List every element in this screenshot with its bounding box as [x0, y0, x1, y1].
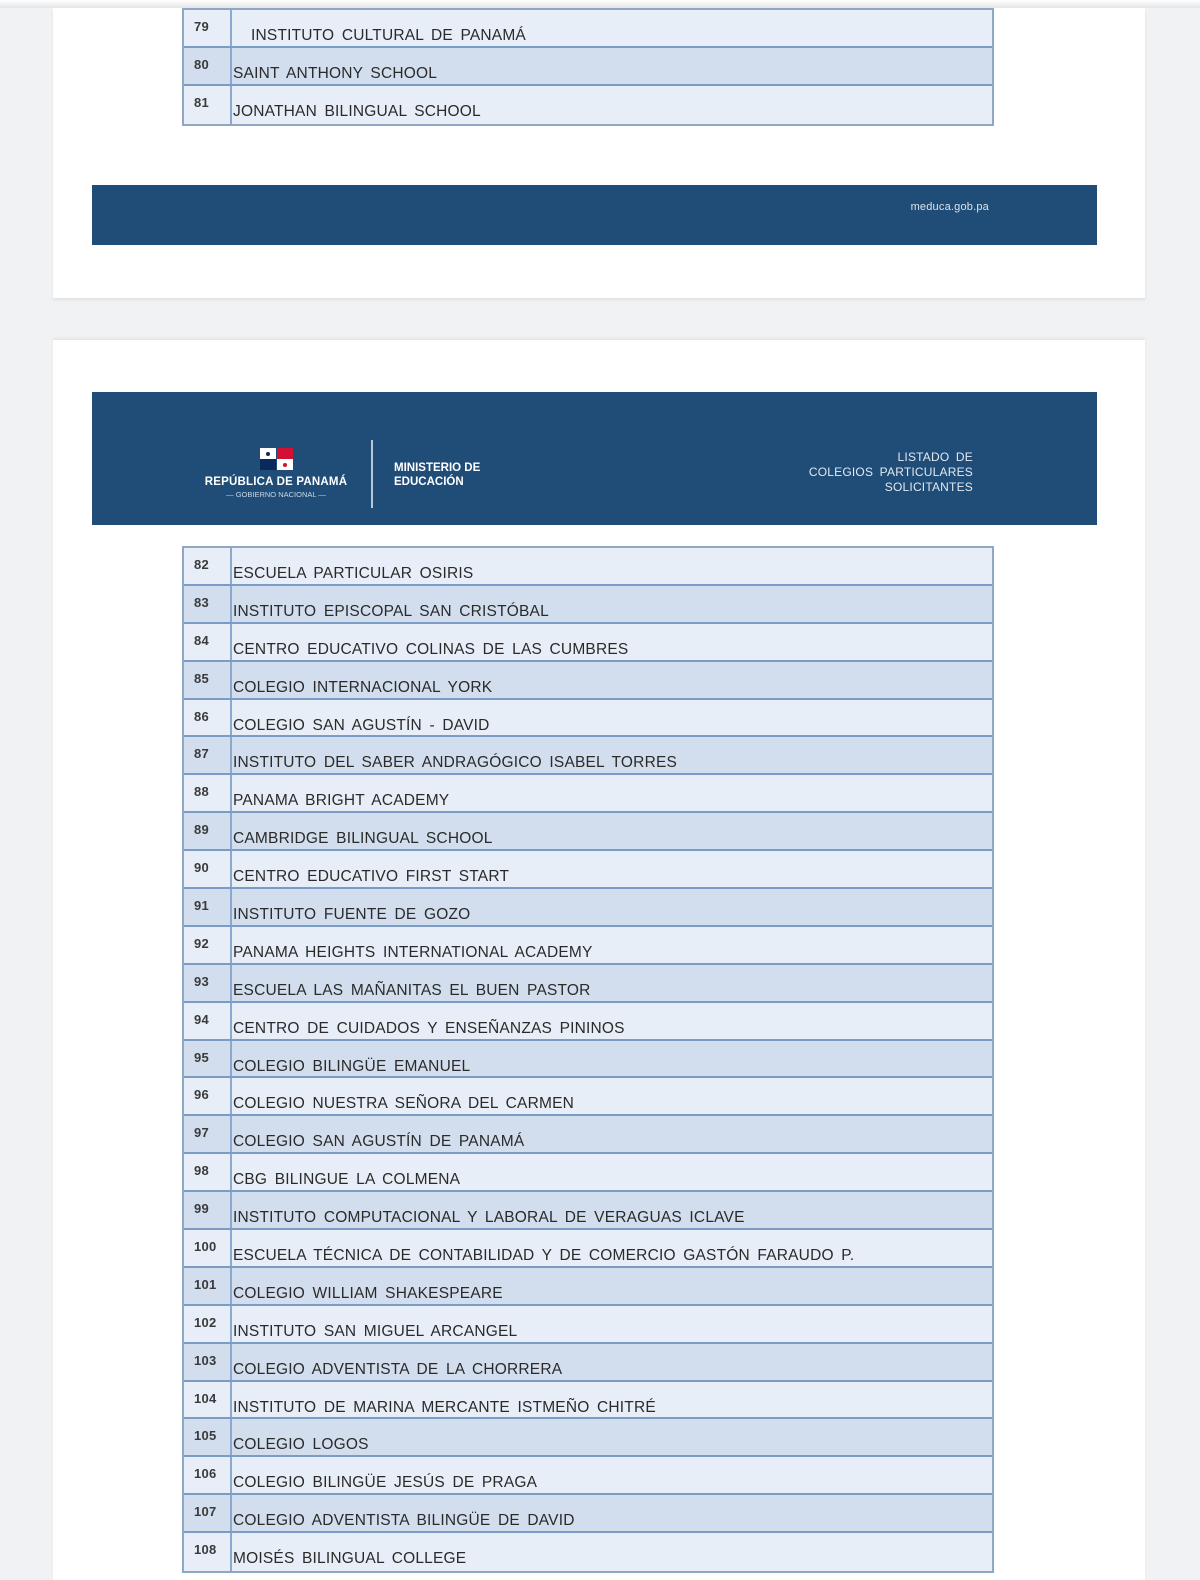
- school-name: COLEGIO NUESTRA SEÑORA DEL CARMEN: [233, 1095, 575, 1113]
- school-name: COLEGIO BILINGÜE EMANUEL: [233, 1057, 471, 1075]
- table-row: [184, 1154, 992, 1192]
- table-row: [184, 624, 992, 662]
- row-number: 82: [184, 548, 232, 584]
- schools-table-page-2: [182, 546, 994, 1573]
- school-name: COLEGIO BILINGÜE JESÚS DE PRAGA: [233, 1474, 538, 1492]
- school-name: ESCUELA LAS MAÑANITAS EL BUEN PASTOR: [233, 981, 591, 999]
- school-name: INSTITUTO DE MARINA MERCANTE ISTMEÑO CHITRÉ: [233, 1398, 656, 1416]
- header-divider: [371, 440, 373, 508]
- row-number: 79: [184, 10, 232, 46]
- table-row: [184, 1457, 992, 1495]
- school-name: JONATHAN BILINGUAL SCHOOL: [233, 102, 481, 120]
- table-row: [184, 965, 992, 1003]
- row-number: 90: [184, 851, 232, 887]
- row-number: 102: [184, 1306, 232, 1342]
- table-row: [184, 700, 992, 738]
- school-name: INSTITUTO FUENTE DE GOZO: [233, 906, 471, 924]
- row-number: 87: [184, 737, 232, 773]
- row-number: 105: [184, 1419, 232, 1455]
- row-number: 81: [184, 86, 232, 124]
- school-name: CBG BILINGUE LA COLMENA: [233, 1171, 461, 1189]
- table-row: [184, 1268, 992, 1306]
- row-number: 91: [184, 889, 232, 925]
- table-row: [184, 1041, 992, 1079]
- table-row: [184, 813, 992, 851]
- school-name: PANAMA BRIGHT ACADEMY: [233, 792, 450, 810]
- school-name: CENTRO DE CUIDADOS Y ENSEÑANZAS PININOS: [233, 1019, 625, 1037]
- table-row: [184, 737, 992, 775]
- schools-table-page-1: [182, 8, 994, 126]
- school-name: SAINT ANTHONY SCHOOL: [233, 64, 438, 82]
- title-line-3: SOLICITANTES: [884, 480, 973, 494]
- republica-label: REPÚBLICA DE PANAMÁ: [204, 476, 348, 488]
- gobierno-label: — GOBIERNO NACIONAL —: [226, 490, 326, 499]
- school-name: INSTITUTO DEL SABER ANDRAGÓGICO ISABEL TORRES: [233, 754, 678, 772]
- title-line-1: LISTADO DE: [897, 450, 973, 464]
- page-footer-bar: [92, 185, 1097, 245]
- row-number: 86: [184, 700, 232, 736]
- row-number: 88: [184, 775, 232, 811]
- school-name: INSTITUTO SAN MIGUEL ARCANGEL: [233, 1322, 518, 1340]
- school-name: COLEGIO ADVENTISTA BILINGÜE DE DAVID: [233, 1512, 575, 1530]
- school-name: CENTRO EDUCATIVO FIRST START: [233, 868, 510, 886]
- footer-url: meduca.gob.pa: [910, 201, 989, 213]
- table-row: [184, 662, 992, 700]
- row-number: 99: [184, 1192, 232, 1228]
- school-name: ESCUELA TÉCNICA DE CONTABILIDAD Y DE COMERCIO GASTÓN FARAUDO P.: [233, 1247, 855, 1265]
- row-number: 84: [184, 624, 232, 660]
- school-name: COLEGIO SAN AGUSTÍN DE PANAMÁ: [233, 1133, 525, 1151]
- table-row: [184, 1419, 992, 1457]
- row-number: 92: [184, 927, 232, 963]
- government-logo: [196, 448, 356, 499]
- panama-flag-icon: [260, 448, 293, 470]
- school-name: COLEGIO INTERNACIONAL YORK: [233, 678, 493, 696]
- row-number: 83: [184, 586, 232, 622]
- row-number: 97: [184, 1116, 232, 1152]
- ministry-label: [394, 461, 480, 489]
- ministry-line-2: EDUCACIÓN: [394, 476, 464, 488]
- school-name: COLEGIO ADVENTISTA DE LA CHORRERA: [233, 1360, 563, 1378]
- table-row: [184, 548, 992, 586]
- table-row: [184, 1003, 992, 1041]
- school-name: COLEGIO LOGOS: [233, 1436, 369, 1454]
- document-page-1: [53, 8, 1145, 298]
- school-name: ESCUELA PARTICULAR OSIRIS: [233, 565, 474, 582]
- row-number: 93: [184, 965, 232, 1001]
- school-name: INSTITUTO CULTURAL DE PANAMÁ: [251, 27, 526, 44]
- row-number: 103: [184, 1344, 232, 1380]
- row-number: 101: [184, 1268, 232, 1304]
- school-name: COLEGIO SAN AGUSTÍN - DAVID: [233, 716, 490, 734]
- viewer-top-edge: [0, 0, 1200, 8]
- table-row: [184, 586, 992, 624]
- document-title: [809, 450, 973, 495]
- table-row: [184, 1078, 992, 1116]
- school-name: MOISÉS BILINGUAL COLLEGE: [233, 1550, 467, 1568]
- page-header-bar: [92, 392, 1097, 525]
- table-row: [184, 48, 992, 86]
- row-number: 100: [184, 1230, 232, 1266]
- table-row: [184, 1382, 992, 1420]
- school-name: CENTRO EDUCATIVO COLINAS DE LAS CUMBRES: [233, 640, 629, 658]
- table-row: [184, 86, 992, 124]
- table-row: [184, 1533, 992, 1571]
- school-name: INSTITUTO EPISCOPAL SAN CRISTÓBAL: [233, 602, 549, 620]
- table-row: [184, 1230, 992, 1268]
- table-row: [184, 1116, 992, 1154]
- row-number: 80: [184, 48, 232, 84]
- row-number: 104: [184, 1382, 232, 1418]
- row-number: 108: [184, 1533, 232, 1571]
- table-row: [184, 851, 992, 889]
- row-number: 96: [184, 1078, 232, 1114]
- table-row: [184, 1495, 992, 1533]
- table-row: [184, 1306, 992, 1344]
- document-page-2: [53, 340, 1145, 1580]
- row-number: 89: [184, 813, 232, 849]
- table-row: [184, 927, 992, 965]
- ministry-line-1: MINISTERIO DE: [394, 462, 481, 474]
- school-name: CAMBRIDGE BILINGUAL SCHOOL: [233, 830, 493, 848]
- row-number: 106: [184, 1457, 232, 1493]
- table-row: [184, 1344, 992, 1382]
- table-row: [184, 1192, 992, 1230]
- school-name: COLEGIO WILLIAM SHAKESPEARE: [233, 1284, 503, 1302]
- table-row: [184, 889, 992, 927]
- table-row: [184, 10, 992, 48]
- table-row: [184, 775, 992, 813]
- title-line-2: COLEGIOS PARTICULARES: [808, 465, 973, 479]
- row-number: 94: [184, 1003, 232, 1039]
- row-number: 95: [184, 1041, 232, 1077]
- school-name: INSTITUTO COMPUTACIONAL Y LABORAL DE VERAGUAS ICLAVE: [233, 1209, 745, 1227]
- row-number: 98: [184, 1154, 232, 1190]
- row-number: 107: [184, 1495, 232, 1531]
- school-name: PANAMA HEIGHTS INTERNATIONAL ACADEMY: [233, 943, 593, 961]
- row-number: 85: [184, 662, 232, 698]
